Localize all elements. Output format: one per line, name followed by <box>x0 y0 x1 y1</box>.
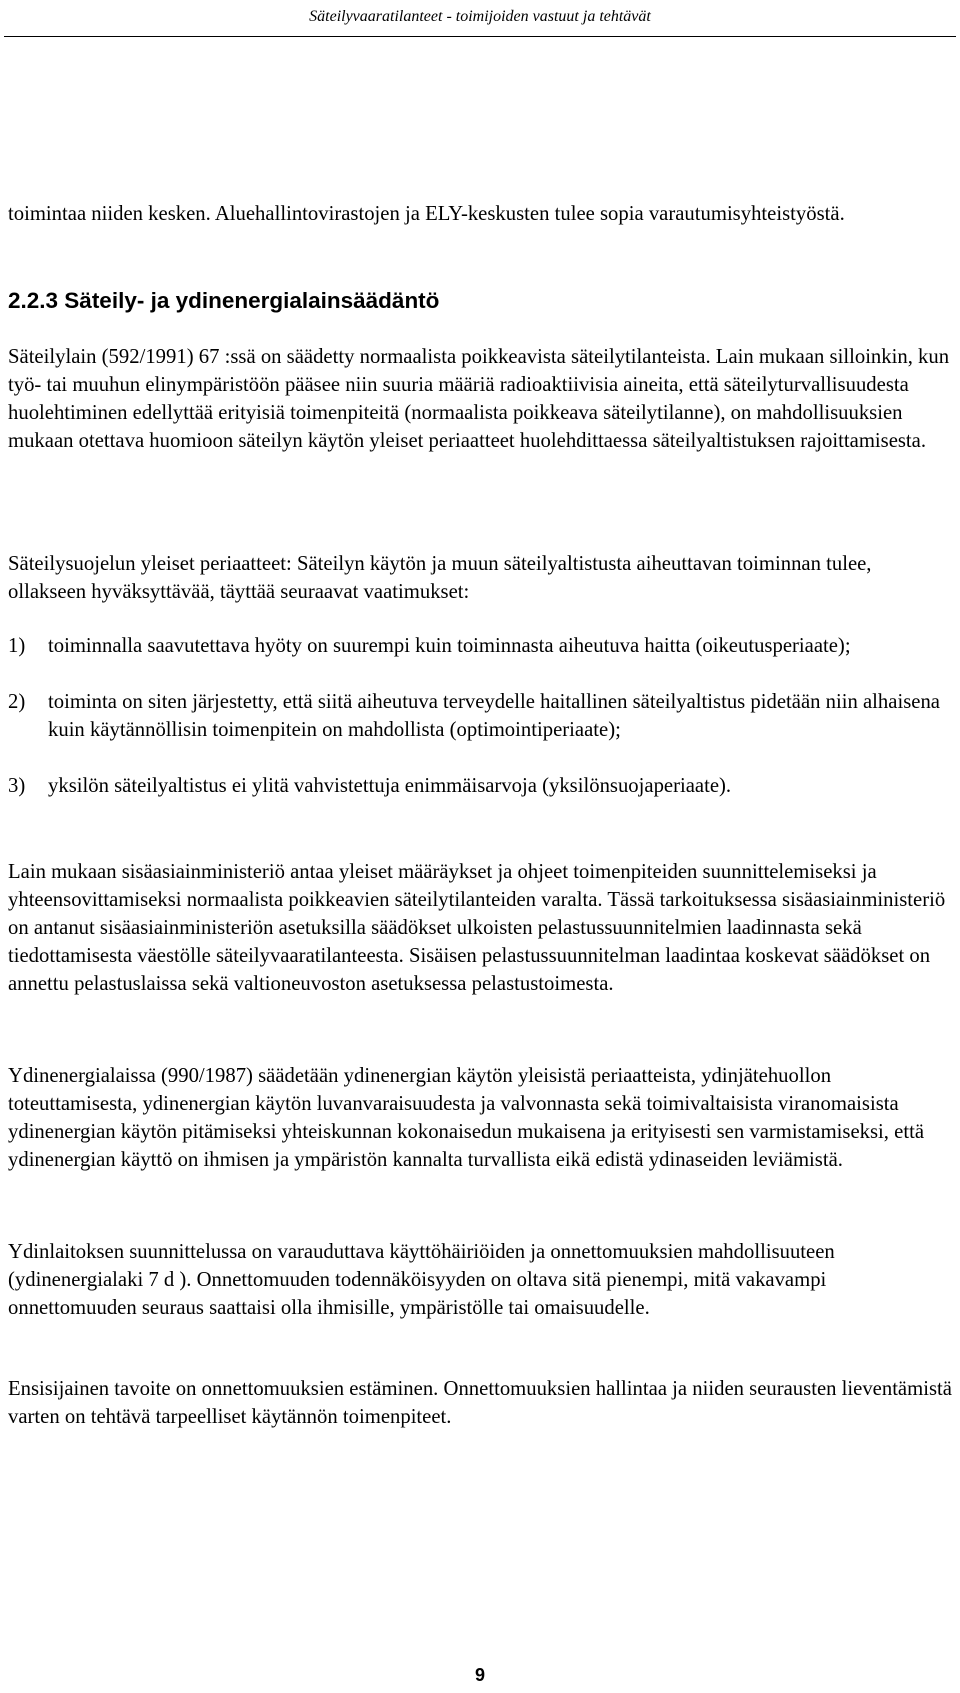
paragraph-intro-continuation: toimintaa niiden kesken. Aluehallintovirastojen ja ELY-keskusten tulee sopia varautumisyhteistyöstä. <box>8 203 845 225</box>
paragraph-ministry: Lain mukaan sisäasiainministeriö antaa yleiset määräykset ja ohjeet toimenpiteiden suunnittelemiseksi ja yhteensovittamiseksi normaalista poikkeavien säteilytilanteiden varalta. Tässä tarkoituksessa sisäasiainministeriö on antanut sisäasiainministeriön asetuksilla säädökset ulkoisten pelastussuunnitelmien laadinnasta sekä tiedottamisesta väestölle säteilyvaaratilanteesta. Sisäisen pelastussuunnitelman laadintaa koskevat säädökset on annettu pelastuslaissa sekä valtioneuvoston asetuksessa pelastustoimesta. <box>8 861 946 995</box>
list-item <box>8 632 953 660</box>
list-number: 3) <box>8 775 26 797</box>
paragraph-sateilylaki: Säteilylain (592/1991) 67 :ssä on säädetty normaalista poikkeavista säteilytilanteista. Lain mukaan silloinkin, kun työ- tai muuhun elinympäristöön pääsee niin suuria määriä radioaktiivisia aineita, että säteilyturvallisuudesta huolehtiminen edellyttää erityisiä toimenpiteitä (normaalista poikkeava säteilytilanne), on mahdollisuuksien mukaan otettava huomioon säteilyn käytön yleiset periaatteet huolehdittaessa säteilyaltistuksen rajoittamisesta. <box>8 346 950 452</box>
list-item <box>8 688 953 744</box>
paragraph-principles-intro: Säteilysuojelun yleiset periaatteet: Säteilyn käytön ja muun säteilyaltistusta aiheuttavan toiminnan tulee, ollakseen hyväksyttävää, täyttää seuraavat vaatimukset: <box>8 553 872 603</box>
list-text: yksilön säteilyaltistus ei ylitä vahvistettuja enimmäisarvoja (yksilönsuojaperiaate). <box>48 775 732 797</box>
paragraph-ydinenergialaki: Ydinenergialaissa (990/1987) säädetään ydinenergian käytön yleisistä periaatteista, ydinjätehuollon toteuttamisesta, ydinenergian käytön luvanvaraisuudesta ja valvonnasta sekä toimivaltaisista viranomaisista ydinenergian käytön pitämiseksi yhteiskunnan kokonaisedun mukaisena ja erityisesti sen varmistamiseksi, että ydinenergian käyttö on ihmisen ja ympäristön kannalta turvallista eikä edistä ydinaseiden leviämistä. <box>8 1065 924 1171</box>
section-heading: 2.2.3 Säteily- ja ydinenergialainsäädäntö <box>8 288 440 313</box>
paragraph-design: Ydinlaitoksen suunnittelussa on varauduttava käyttöhäiriöiden ja onnettomuuksien mahdollisuuteen (ydinenergialaki 7 d ). Onnettomuuden todennäköisyyden on oltava sitä pienempi, mitä vakavampi onnettomuuden seuraus saattaisi olla ihmisille, ympäristölle tai omaisuudelle. <box>8 1241 835 1319</box>
page-number: 9 <box>474 1665 485 1685</box>
list-text: toiminnalla saavutettava hyöty on suurempi kuin toiminnasta aiheutuva haitta (oikeutusperiaate); <box>48 635 851 657</box>
list-number: 1) <box>8 635 26 657</box>
list-number: 2) <box>8 691 26 713</box>
list-text: toiminta on siten järjestetty, että siitä aiheutuva terveydelle haitallinen säteilyaltistus pidetään niin alhaisena kuin käytännöllisin toimenpitein on mahdollista (optimointiperiaate); <box>48 691 940 741</box>
list-item <box>8 772 953 800</box>
paragraph-prevention: Ensisijainen tavoite on onnettomuuksien estäminen. Onnettomuuksien hallintaa ja niiden seurausten lieventämistä varten on tehtävä tarpeelliset käytännön toimenpiteet. <box>8 1378 952 1428</box>
header-divider <box>4 36 956 37</box>
running-header: Säteilyvaaratilanteet - toimijoiden vastuut ja tehtävät <box>309 8 651 25</box>
